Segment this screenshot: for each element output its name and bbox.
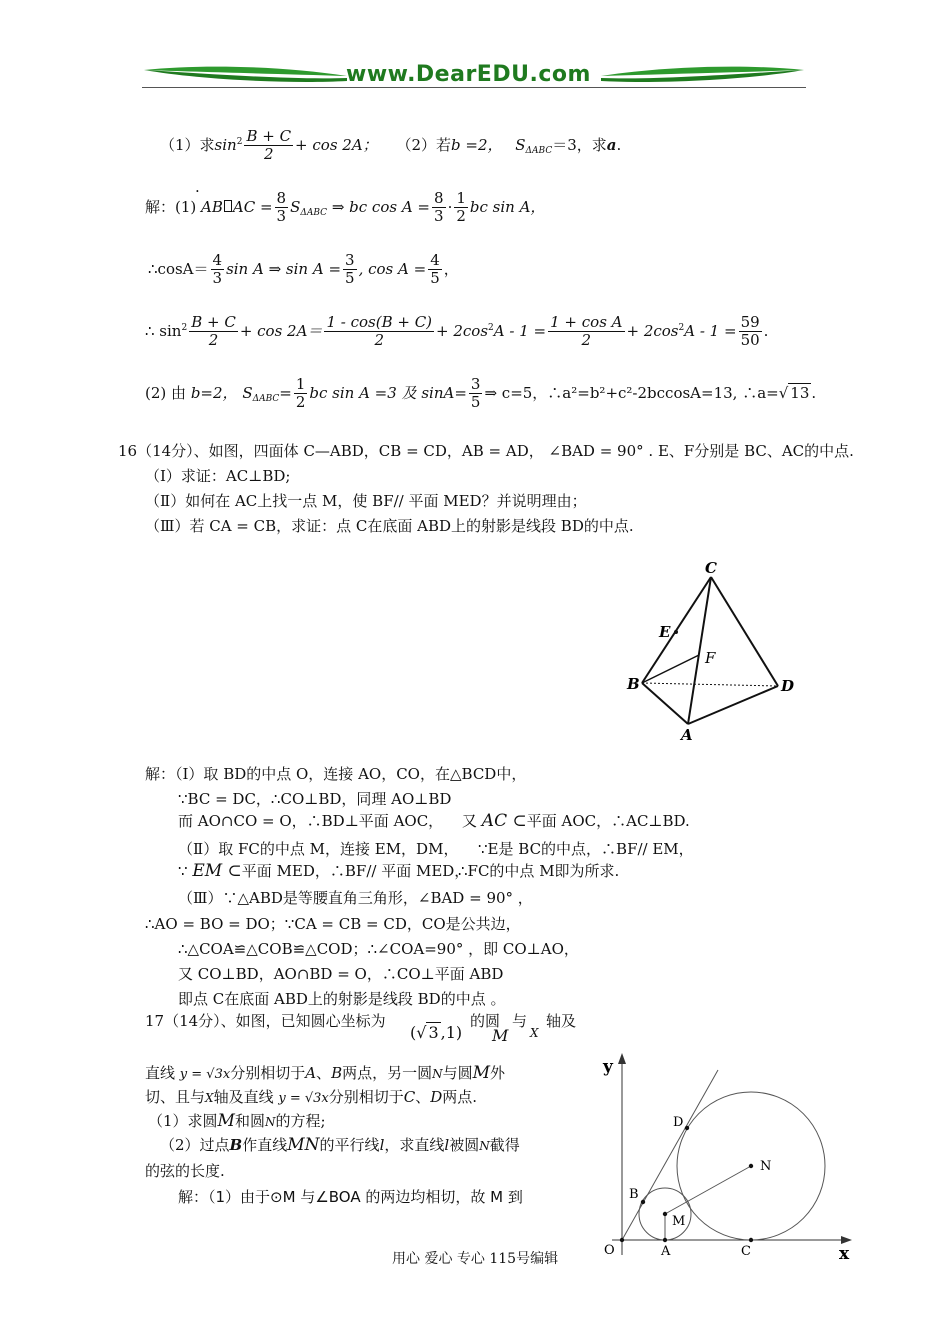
q16-part2: （Ⅱ）如何在 AC上找一点 M，使 BF// 平面 MED？并说明理由；	[145, 492, 587, 510]
sol15-l3-frac1	[189, 314, 238, 350]
frac-num: 3	[345, 251, 355, 269]
sol15-l4-sqrt: 13	[790, 383, 810, 402]
frac-den: 2	[581, 331, 592, 350]
q16-part3: （Ⅲ）若 CA = CB，求证：点 C在底面 ABD上的射影是线段 BD的中点.	[145, 517, 634, 535]
frac-den: 2	[208, 331, 219, 350]
q15-part1-tail: + cos 2A；	[295, 135, 378, 154]
sup: 2	[181, 322, 188, 333]
frac-den: 3	[212, 269, 223, 288]
fig1-label-F: F	[705, 649, 716, 667]
sol15-l1-dot: ·	[447, 197, 453, 216]
sol15-l4-Ssub: ΔABC	[252, 393, 280, 404]
q17-line7: 解：（1）由于⊙M 与∠BOA 的两边均相切，故 M 到	[178, 1188, 523, 1206]
q17-l4d: N	[264, 1115, 276, 1129]
sol16-l3c: AC ⊂	[481, 811, 527, 831]
sol15-l1-frac2	[432, 190, 446, 226]
sol15-line1	[145, 190, 545, 226]
sol15-l2-frac3	[428, 252, 442, 288]
fig1-label-E: E	[659, 623, 671, 641]
q17-l3c: 轴及直线	[213, 1088, 274, 1106]
frac-num: 3	[470, 375, 481, 393]
fig1-label-A: A	[681, 726, 693, 744]
q17-l2a: 直线	[145, 1064, 176, 1082]
q17-l2k: 外	[490, 1064, 506, 1082]
q17-l3b: X	[205, 1091, 214, 1105]
q17-l4b: M	[217, 1111, 235, 1131]
frac-den: 3	[276, 207, 287, 226]
sol16-line10: 即点 C在底面 ABD上的射影是线段 BD的中点 。	[178, 990, 506, 1008]
sol16-line5d: ∴FC的中点 M即为所求.	[458, 862, 620, 880]
sol16-line5	[178, 860, 469, 881]
sol15-l3-mid1: + cos 2A＝	[239, 321, 323, 340]
sol15-l3-mid2: + 2cos	[436, 321, 489, 340]
sol16-line2: ∵BC = DC，∴CO⊥BD，同理 AO⊥BD	[178, 790, 452, 808]
q17-l2b: y = √3x	[179, 1067, 231, 1082]
sol15-l2-tail: ，	[443, 259, 459, 278]
fig2-label-x: x	[839, 1244, 850, 1264]
q17-l3h: D	[430, 1088, 443, 1106]
q17-line6: 的弦的长度.	[145, 1162, 225, 1180]
fig2-label-D: D	[673, 1115, 684, 1130]
q17-l3a: 切、且与	[145, 1088, 206, 1106]
sol16-l3d: 平面 AOC，∴AC⊥BD.	[526, 812, 690, 830]
sol15-l1-frac3	[454, 190, 468, 226]
q15-frac-num: B + C	[246, 127, 292, 145]
q17-l4a: （1）求圆	[148, 1112, 218, 1130]
frac-num: 1	[456, 189, 466, 207]
q15-sin: sin	[214, 135, 237, 154]
site-logo-text: www.DearEDU.com	[346, 62, 591, 87]
fig2-label-C: C	[741, 1244, 751, 1259]
page-footer: 用心 爱心 专心 115号编辑	[392, 1251, 559, 1267]
sol16-line6: （Ⅲ）∵△ABD是等腰直角三角形，∠BAD = 90° ，	[178, 889, 533, 907]
q17-l5f: l	[379, 1136, 385, 1154]
frac-num: 8	[276, 189, 287, 207]
sol15-l3-mid3: A - 1 =	[493, 321, 547, 340]
sol15-l3-frac2	[324, 314, 434, 350]
q17-l3e: 分别相切于	[328, 1088, 404, 1106]
q17-l3i: 两点.	[442, 1088, 478, 1106]
sol16-l3b: 又	[462, 812, 478, 830]
frac-den: 2	[374, 331, 384, 350]
sol15-l3-mid5: A - 1 =	[684, 321, 737, 340]
sol15-l1-imp: ⇒ bc cos A =	[331, 197, 431, 216]
q15-part2-end: .	[616, 135, 622, 154]
q17-l2c: 分别相切于	[230, 1064, 306, 1082]
frac-den: 5	[345, 269, 355, 288]
sol15-l4-tail: .	[811, 383, 817, 402]
frac-den: 2	[295, 393, 306, 412]
q15-part2-S: S	[515, 135, 526, 154]
q17-l2g: 两点，另一圆	[342, 1064, 433, 1082]
sol15-l3-prefix: ∴ sin	[145, 321, 182, 340]
q17-coord: (√ 3 ,1)	[410, 1023, 463, 1042]
q17-l5d: MN	[287, 1135, 320, 1155]
header-rule	[142, 87, 806, 88]
q17-coord-open: (	[410, 1023, 417, 1042]
sol16-line4b: ∵E是 BC的中点，∴BF// EM，	[478, 840, 694, 858]
sol15-l1-frac1	[275, 190, 289, 226]
q17-l5i: 被圆	[449, 1136, 480, 1154]
frac-num: 4	[430, 251, 440, 269]
q17-line2	[145, 1062, 505, 1083]
fig2-label-A: A	[661, 1244, 671, 1259]
frac-num: 1 + cos A	[550, 313, 623, 331]
frac-den: 3	[434, 207, 444, 226]
frac-den: 50	[740, 331, 760, 350]
fig1-label-C: C	[705, 559, 717, 577]
fig2-label-O: O	[604, 1243, 615, 1258]
sol15-l4-mid: bc sin A =3 及 sinA=	[309, 383, 467, 402]
sol16-l5b: EM ⊂	[192, 861, 242, 881]
sol16-line9: 又 CO⊥BD，AO∩BD = O，∴CO⊥平面 ABD	[178, 965, 504, 983]
q15-part2-a: a	[606, 135, 617, 154]
frac-den: 2	[456, 207, 466, 226]
frac-num: 59	[740, 313, 760, 331]
q17-l2i: 与圆	[442, 1064, 473, 1082]
q15-part2-prefix: （2）若	[396, 135, 451, 154]
q15-sup: 2	[236, 136, 243, 147]
sol15-l2-frac1	[211, 252, 225, 288]
q15-part2-sub: ΔABC	[525, 145, 553, 156]
sol15-l4-S: S	[242, 383, 253, 402]
q17-l3d: y = √3x	[278, 1091, 329, 1106]
sol16-line1: 解：（Ⅰ）取 BD的中点 O，连接 AO，CO，在△BCD中，	[145, 765, 527, 783]
q17-coord-close: ,1)	[440, 1023, 463, 1042]
q17-line1c: 与	[512, 1012, 528, 1030]
sol15-l4-frac2	[469, 376, 483, 412]
q16-part1: （Ⅰ）求证：AC⊥BD;	[145, 467, 291, 485]
sol15-l4-frac1	[294, 376, 308, 412]
q15-part2-b: b =2，	[451, 135, 503, 154]
sol15-l1-ac: AC =	[232, 197, 273, 216]
q17-l2d: A	[305, 1064, 317, 1082]
sol15-l4-mid2: ⇒ c=5，∴a²=b²+c²-2bccosA=13, ∴a=	[484, 383, 779, 402]
q17-line1b: 的圆	[470, 1012, 501, 1030]
q17-l5h: l	[444, 1136, 450, 1154]
fig2-label-N: N	[760, 1159, 772, 1174]
sol15-l1-S: S	[290, 197, 301, 216]
frac-num: B + C	[191, 313, 236, 331]
q17-l5j: N	[479, 1139, 490, 1153]
q15-dot: .	[195, 178, 200, 196]
q17-l3f: C	[403, 1088, 416, 1106]
sol15-l4-b: b=2，	[190, 383, 238, 402]
fig2-label-y: y	[603, 1057, 613, 1077]
q17-l2j: M	[472, 1063, 491, 1083]
q17-M: M	[492, 1026, 509, 1045]
sol16-line3a: 而 AO∩CO = O，∴BD⊥平面 AOC，	[178, 812, 444, 830]
sol15-l2-mid: sin A ⇒ sin A =	[226, 259, 342, 278]
q17-l5b: B	[229, 1136, 243, 1154]
q17-l5e: 的平行线	[319, 1136, 380, 1154]
sol15-l1-dot-box	[224, 200, 232, 212]
q15-frac	[244, 128, 293, 164]
sol15-line3	[145, 314, 768, 350]
fig1-label-D: D	[781, 677, 795, 695]
sol15-l4-prefix: (2) 由	[145, 383, 187, 402]
q17-line4	[148, 1110, 326, 1131]
sol15-line4: (2) 由 b=2， $S_{\Delta ABC}=$ $\frac{1}{2}$ bc sin A =3 及 sinA= $\frac{3}{5}$ ⇒ c=5，∴a²=b²+c²-2bccosA=13, ∴a=√ 13 .	[145, 375, 817, 412]
q17-l2f: B	[331, 1064, 343, 1082]
frac-den: 5	[430, 269, 440, 288]
fig2-label-M: M	[672, 1214, 686, 1229]
q17-l3g: 、	[415, 1088, 431, 1106]
sol16-l5c: 平面 MED，∴BF// 平面 MED，	[241, 862, 470, 880]
sol15-l3-frac3	[548, 314, 624, 350]
frac-num: 8	[434, 189, 444, 207]
sol15-line2	[148, 252, 459, 288]
fig1-label-B: B	[627, 675, 640, 693]
sol16-line4a: （Ⅱ）取 FC的中点 M，连接 EM，DM，	[178, 840, 459, 858]
sol15-l3-mid4: + 2cos	[626, 321, 679, 340]
q17-coord-sqrt: 3	[428, 1023, 439, 1042]
sol15-l2-mid2: , cos A =	[358, 259, 427, 278]
sup: 2	[488, 322, 494, 333]
q15-part1-prefix: （1）求	[160, 135, 215, 154]
tetrahedron-figure	[615, 555, 815, 745]
sol15-l1-ab: AB	[201, 197, 223, 216]
q17-l2e: 、	[316, 1064, 332, 1082]
sol16-l5a: ∵	[178, 862, 188, 880]
q17-line1d: 轴及	[546, 1012, 577, 1030]
sol15-l1-Ssub: ΔABC	[300, 207, 328, 218]
q17-l5c: 作直线	[242, 1136, 288, 1154]
q17-l5a: （2）过点	[160, 1136, 230, 1154]
q17-X: X	[530, 1026, 539, 1040]
sol15-l3-tail: .	[763, 321, 769, 340]
q17-line5	[160, 1134, 520, 1155]
q17-line3	[145, 1086, 477, 1107]
q17-l4c: 和圆	[234, 1112, 265, 1130]
frac-num: 1	[295, 375, 306, 393]
sol15-l4-eq: =	[279, 383, 292, 402]
q15-frac-den: 2	[263, 145, 274, 164]
sol15-l3-frac4	[739, 314, 762, 350]
frac-num: 4	[212, 251, 223, 269]
q16-title: 16（14分）、如图，四面体 C—ABD，CB = CD，AB = AD， ∠BAD = 90° . E、F分别是 BC、AC的中点.	[118, 442, 854, 460]
q17-line1a: 17（14分）、如图，已知圆心坐标为	[145, 1012, 386, 1030]
sol16-line3b	[462, 810, 690, 831]
sup: 2	[678, 322, 685, 333]
sol15-l2-prefix: ∴cosA＝	[148, 259, 209, 278]
fig2-label-B: B	[629, 1187, 639, 1202]
sol16-line8: ∴△COA≌△COB≌△COD；∴∠COA=90° ，即 CO⊥AO，	[178, 940, 579, 958]
sol16-line7: ∴AO = BO = DO；∵CA = CB = CD，CO是公共边，	[145, 915, 521, 933]
circles-figure	[595, 1050, 860, 1265]
q17-l5k: 截得	[489, 1136, 520, 1154]
q15-line	[160, 128, 621, 164]
frac-num: 1 - cos(B + C)	[326, 313, 433, 331]
frac-den: 5	[470, 393, 481, 412]
q17-l5g: ，求直线	[384, 1136, 445, 1154]
sol15-l2-frac2	[343, 252, 357, 288]
q15-part2-eq: ＝3，求	[552, 135, 607, 154]
sol15-l1-tail: bc sin A，	[469, 197, 546, 216]
q17-l4e: 的方程;	[275, 1112, 326, 1130]
sol15-l1-prefix: 解：(1)	[145, 197, 197, 216]
q17-l2h: N	[432, 1067, 443, 1081]
